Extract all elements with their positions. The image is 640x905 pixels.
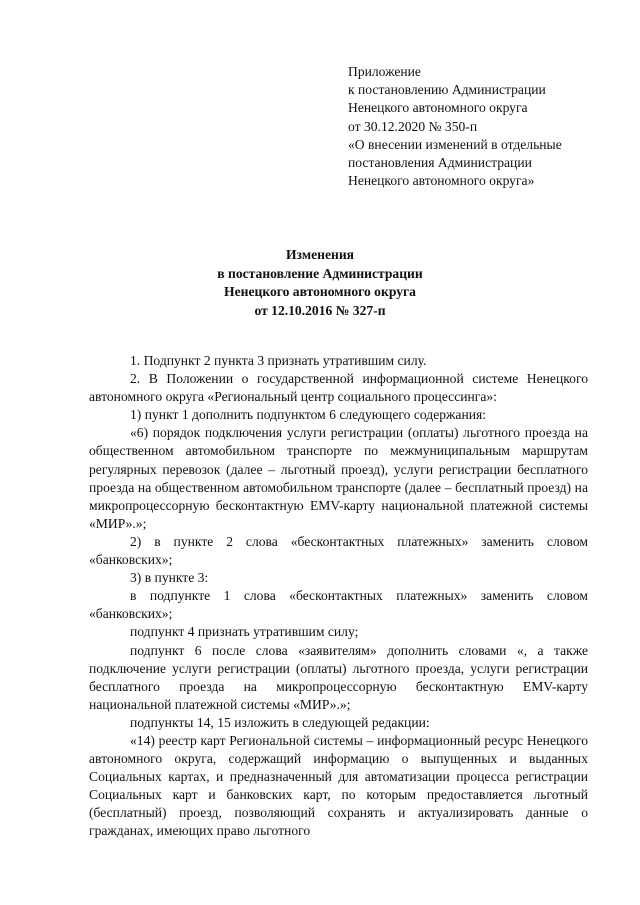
title-line: Изменения xyxy=(285,247,355,262)
paragraph: 2. В Положении о государственной информационной системе Ненецкого автономного округа «Региональный центр социального процессинга»: xyxy=(89,371,588,405)
appendix-line: постановления Администрации xyxy=(348,155,532,171)
appendix-line: от 30.12.2020 № 350-п xyxy=(348,118,478,134)
paragraph: в подпункте 1 слова «бесконтактных платежных» заменить словом «банковских»; xyxy=(89,588,588,622)
paragraph: «14) реестр карт Региональной системы – информационный ресурс Ненецкого автономного округа, содержащий информацию о выпущенных и выданных Социальных картах, и предназначенный для автоматизации процесса регистрации Социальных карт и банковских карт, по которым предоставляется льготный (бесплатный) проезд, позволяющий сохранять и актуализировать данные о гражданах, имеющих право льготного xyxy=(89,732,588,839)
appendix-line: Приложение xyxy=(348,64,421,79)
paragraph: 2) в пункте 2 слова «бесконтактных платежных» заменить словом «банковских»; xyxy=(89,533,588,568)
appendix-line: Ненецкого автономного округа» xyxy=(348,173,535,189)
appendix-line: к постановлению Администрации xyxy=(348,82,546,98)
title-line: от 12.10.2016 № 327-п xyxy=(254,302,386,318)
document-title xyxy=(0,246,640,320)
title-line: Ненецкого автономного округа xyxy=(224,284,416,300)
paragraph: 3) в пункте 3: xyxy=(130,570,209,586)
appendix-header xyxy=(348,63,628,190)
paragraph: подпункт 6 после слова «заявителям» дополнить словами «, а также подключение услуги регистрации (оплаты) льготного проезда, услуги регистрации бесплатного проезда на микропроцессорную бесконтактную EMV-карту национальной платежной системы «МИР».»; xyxy=(89,642,588,712)
paragraph: 1. Подпункт 2 пункта 3 признать утратившим силу. xyxy=(130,353,427,368)
paragraph: 1) пункт 1 дополнить подпунктом 6 следующего содержания: xyxy=(130,407,487,423)
title-line: в постановление Администрации xyxy=(217,265,423,281)
appendix-line: «О внесении изменений в отдельные xyxy=(348,136,562,152)
appendix-line: Ненецкого автономного округа xyxy=(348,100,528,116)
paragraph: «6) порядок подключения услуги регистрации (оплаты) льготного проезда на общественном автомобильном транспорте по межмуниципальным маршрутам регулярных перевозок (далее – льготный проезд), услуги регистрации бесплатного проезда на общественном автомобильном транспорте (далее – бесплатный проезд) на микропроцессорную бесконтактную EMV-карту национальной платежной системы «МИР».»; xyxy=(89,425,588,531)
paragraph: подпункты 14, 15 изложить в следующей редакции: xyxy=(130,714,430,730)
paragraph: подпункт 4 признать утратившим силу; xyxy=(130,624,359,640)
document-body xyxy=(89,352,588,841)
